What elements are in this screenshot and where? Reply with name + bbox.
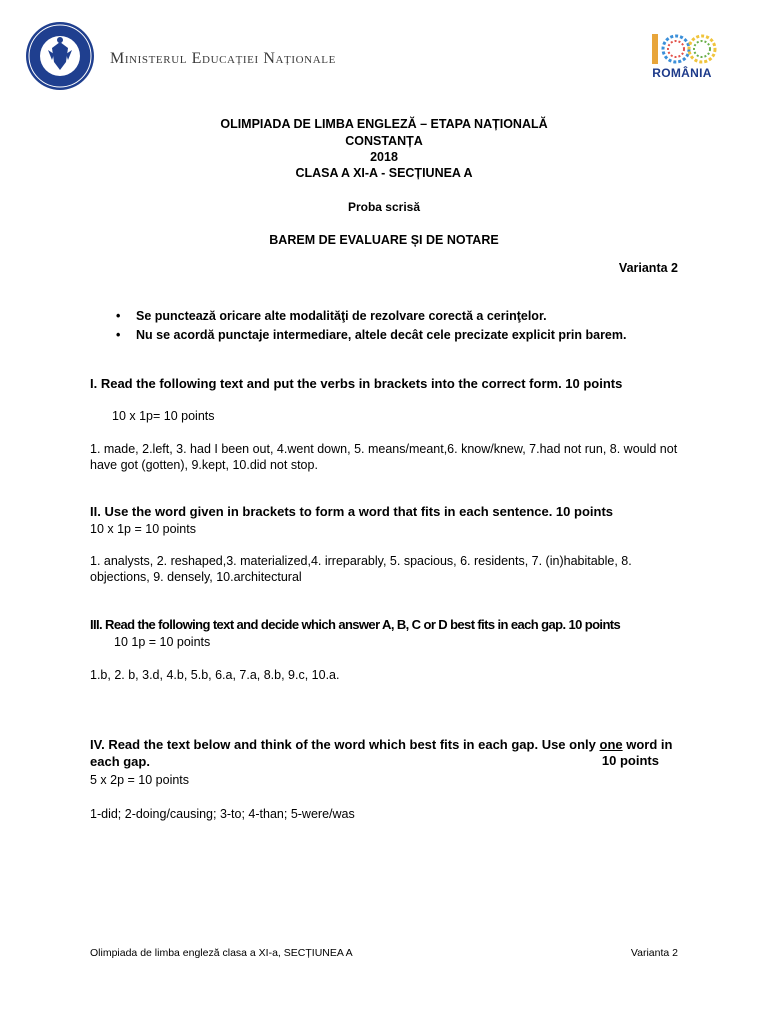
grading-notes xyxy=(116,307,626,345)
section-2-points: 10 x 1p = 10 points xyxy=(90,522,196,536)
section-3-title: III. Read the following text and decide which answer A, B, C or D best fits in each gap. 10 points xyxy=(90,617,621,632)
footer-right: Varianta 2 xyxy=(630,947,678,959)
section-3-answers: 1.b, 2. b, 3.d, 4.b, 5.b, 6.a, 7.a, 8.b, 9.c, 10.a. xyxy=(90,668,340,682)
section-1-points: 10 x 1p= 10 points xyxy=(112,409,215,423)
section-1-answers: 1. made, 2.left, 3. had I been out, 4.went down, 5. means/meant,6. know/knew, 7.had not run, 8. would not have got (gotten), 9.kept, 10.did not stop. xyxy=(90,442,678,472)
olympiad-title: OLIMPIADA DE LIMBA ENGLEZĂ – ETAPA NAȚIONALĂ xyxy=(220,117,548,131)
section-1-title: I. Read the following text and put the verbs in brackets into the correct form. 10 points xyxy=(90,376,623,391)
note-item: • Se punctează oricare alte modalităţi de rezolvare corectă a cerinţelor. xyxy=(116,307,626,326)
romania-logo-word: ROMÂNIA xyxy=(652,66,712,80)
location: CONSTANȚA xyxy=(345,134,423,148)
grading-title: BAREM DE EVALUARE ȘI DE NOTARE xyxy=(269,233,499,247)
section-4-title-part2: word in each gap. xyxy=(90,737,673,769)
section-4-points-label: 10 points xyxy=(601,753,659,768)
ministry-name: Ministerul Educației Naționale xyxy=(110,50,336,67)
exam-type: Proba scrisă xyxy=(347,200,421,214)
footer-left: Olimpiada de limba engleză clasa a XI-a, SECȚIUNEA A xyxy=(90,947,353,959)
section-4-title-underlined: one xyxy=(599,737,623,752)
section-4-points: 5 x 2p = 10 points xyxy=(90,773,190,787)
year: 2018 xyxy=(370,150,398,164)
class-section: CLASA A XI-A - SECȚIUNEA A xyxy=(295,166,473,180)
section-2-title: II. Use the word given in brackets to form a word that fits in each sentence. 10 points xyxy=(90,504,614,519)
section-4-title xyxy=(90,736,690,770)
section-2-answers: 1. analysts, 2. reshaped,3. materialized,4. irreparably, 5. spacious, 6. residents, 7. (in)habitable, 8. objections, 9. densely, 10.architectural xyxy=(90,554,632,584)
note-item: • Nu se acordă punctaje intermediare, altele decât cele precizate explicit prin barem. xyxy=(116,326,626,345)
section-3-points: 10 1p = 10 points xyxy=(114,635,211,649)
government-seal-logo xyxy=(24,20,96,92)
section-4-title-part1: IV. Read the text below and think of the word which best fits in each gap. Use only xyxy=(90,737,600,752)
variant-label: Varianta 2 xyxy=(618,261,678,275)
section-4-answers: 1-did; 2-doing/causing; 3-to; 4-than; 5-were/was xyxy=(90,807,355,821)
